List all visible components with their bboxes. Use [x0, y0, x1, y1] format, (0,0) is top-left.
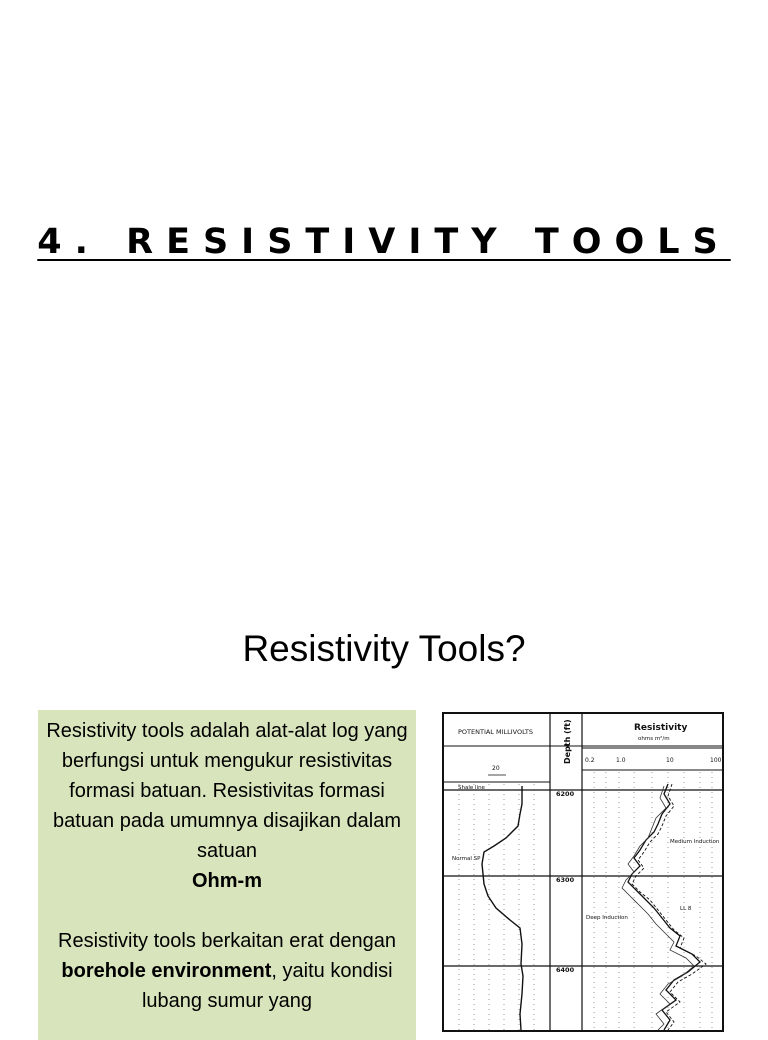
sp-header: POTENTIAL MILLIVOLTS — [458, 728, 533, 736]
depth-6400: 6400 — [556, 966, 575, 974]
res-units: ohms m²/m — [638, 736, 670, 742]
depth-6200: 6200 — [556, 790, 575, 798]
paragraph-1 — [38, 716, 416, 896]
paragraph-1-text: Resistivity tools adalah alat-alat log yang berfungsi untuk mengukur resistivitas formasi batuan. Resistivitas formasi batuan pada umumnya disajikan dalam satuan — [46, 720, 408, 862]
borehole-environment: borehole environment — [61, 960, 272, 982]
paragraph-2 — [38, 926, 416, 1016]
content-slide — [0, 590, 768, 1024]
shale-line-label: Shale line — [458, 785, 485, 791]
depth-6300: 6300 — [556, 876, 575, 884]
well-log-svg — [444, 714, 722, 1030]
res-grid — [594, 772, 712, 1030]
sp-scale-label: 20 — [492, 765, 500, 772]
paragraph-2-pre: Resistivity tools berkaitan erat dengan — [58, 930, 396, 952]
res-tick-1: 1.0 — [616, 757, 626, 764]
res-tick-0: 0.2 — [585, 757, 595, 764]
medium-induction-label: Medium Induction — [670, 839, 720, 845]
deep-induction-label: Deep Induction — [586, 915, 628, 921]
section-title: 4. RESISTIVITY TOOLS — [37, 222, 731, 262]
sp-curve — [482, 786, 523, 1030]
res-tick-2: 10 — [666, 757, 674, 764]
depth-header: Depth (ft) — [563, 719, 572, 764]
text-box — [38, 710, 416, 1040]
paragraph-2-post: , yaitu kondisi lubang sumur yang — [141, 960, 393, 1012]
res-header: Resistivity — [634, 723, 688, 733]
slide-title: Resistivity Tools? — [242, 628, 526, 669]
well-log-figure — [442, 712, 724, 1032]
normal-sp-label: Normal SP — [452, 856, 481, 862]
unit-ohm-m: Ohm-m — [192, 870, 262, 892]
ll8-label: LL 8 — [680, 906, 692, 912]
res-tick-3: 100 — [710, 757, 722, 764]
